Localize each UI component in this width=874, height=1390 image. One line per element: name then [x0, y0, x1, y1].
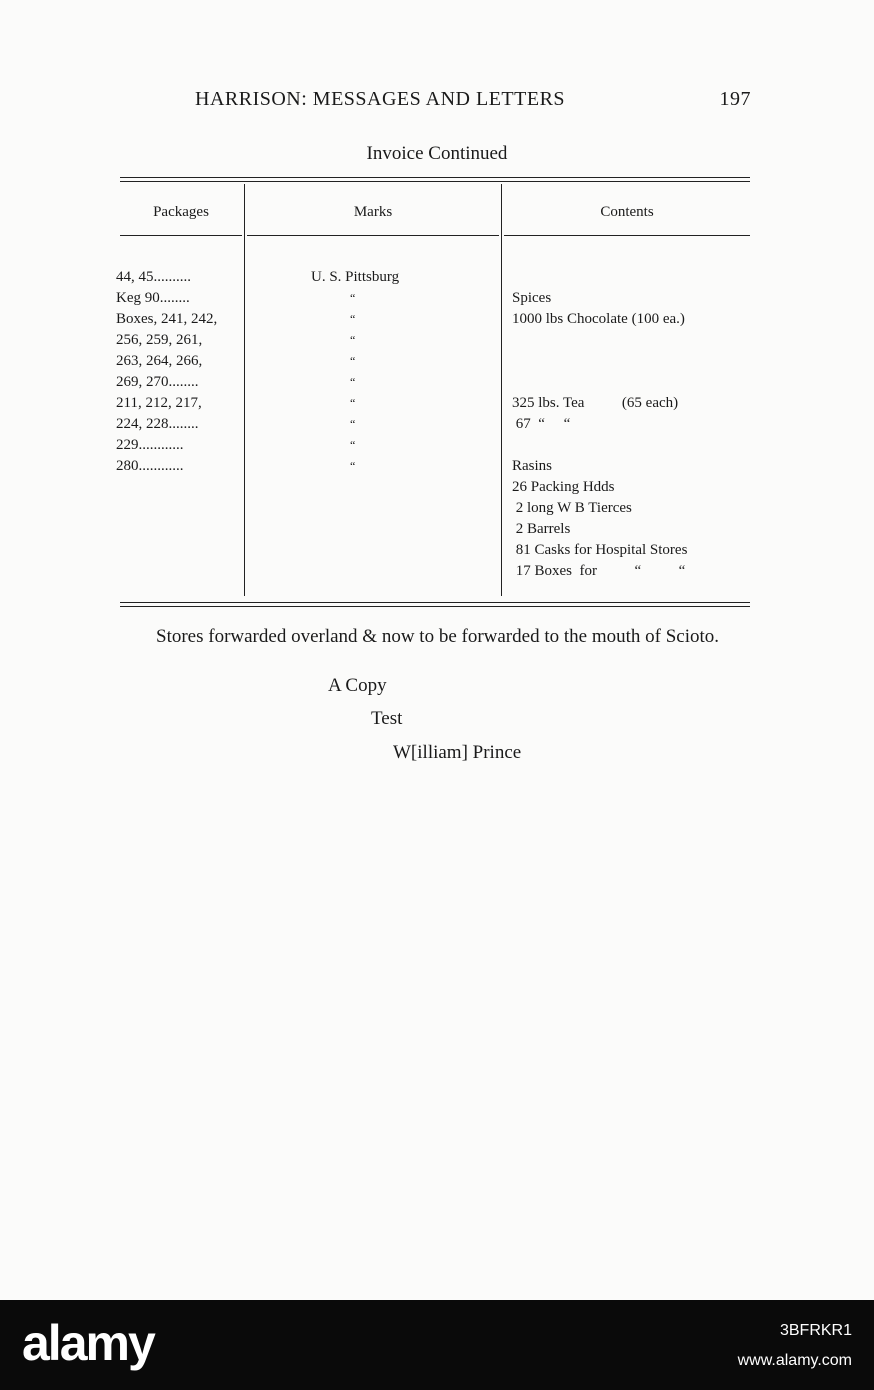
header-underline-3	[504, 235, 750, 236]
column-divider-2	[501, 184, 502, 596]
mark-cell: U. S. Pittsburg	[311, 269, 400, 285]
package-cell: 224, 228........	[116, 416, 199, 432]
package-cell: 211, 212, 217,	[116, 395, 202, 411]
column-header-contents: Contents	[600, 204, 654, 220]
mark-ditto: “	[350, 396, 356, 410]
content-cell: 1000 lbs Chocolate (100 ea.)	[512, 311, 685, 327]
column-divider-1	[244, 184, 245, 596]
image-id: 3BFRKR1	[779, 1322, 852, 1339]
mark-ditto: “	[350, 354, 356, 368]
content-cell: 325 lbs. Tea (65 each)	[512, 395, 679, 411]
content-cell: 2 long W B Tierces	[512, 500, 632, 516]
mark-ditto: “	[350, 417, 356, 431]
header-underline-1	[120, 235, 242, 236]
content-cell: 2 Barrels	[512, 521, 571, 537]
signature-name: W[illiam] Prince	[393, 742, 522, 763]
content-cell: Spices	[512, 290, 552, 306]
package-cell: Boxes, 241, 242,	[116, 311, 218, 327]
footer-url: www.alamy.com	[737, 1352, 852, 1369]
body-paragraph: Stores forwarded overland & now to be forwarded to the mouth of Scioto.	[156, 626, 720, 647]
header-title: HARRISON: MESSAGES AND LETTERS	[195, 88, 566, 110]
table-top-rule	[120, 177, 750, 178]
mark-ditto: “	[350, 459, 356, 473]
mark-ditto: “	[350, 333, 356, 347]
table-bottom-rule	[120, 602, 750, 603]
alamy-logo: alamy	[22, 1315, 154, 1371]
package-cell: 280............	[116, 458, 184, 474]
mark-ditto: “	[350, 312, 356, 326]
mark-ditto: “	[350, 438, 356, 452]
header-underline-2	[247, 235, 499, 236]
content-cell: 81 Casks for Hospital Stores	[512, 542, 688, 558]
package-cell: 269, 270........	[116, 374, 199, 390]
page-number: 197	[719, 88, 751, 110]
content-cell: Rasins	[512, 458, 553, 474]
mark-ditto: “	[350, 375, 356, 389]
watermark-footer	[0, 1300, 874, 1390]
table-bottom-rule-2	[120, 606, 750, 607]
package-cell: 256, 259, 261,	[116, 332, 203, 348]
content-cell: 17 Boxes for “ “	[512, 563, 686, 579]
table-caption: Invoice Continued	[366, 143, 508, 164]
package-cell: 263, 264, 266,	[116, 353, 203, 369]
signature-line-test: Test	[371, 708, 403, 729]
signature-line-copy: A Copy	[328, 675, 387, 696]
package-cell: 44, 45..........	[116, 269, 191, 285]
package-cell: 229............	[116, 437, 184, 453]
package-cell: Keg 90........	[116, 290, 190, 306]
column-header-marks: Marks	[353, 204, 393, 220]
table-top-rule-2	[120, 181, 750, 182]
content-cell: 67 “ “	[512, 416, 571, 432]
column-header-packages: Packages	[153, 204, 209, 220]
content-cell: 26 Packing Hdds	[512, 479, 615, 495]
mark-ditto: “	[350, 291, 356, 305]
